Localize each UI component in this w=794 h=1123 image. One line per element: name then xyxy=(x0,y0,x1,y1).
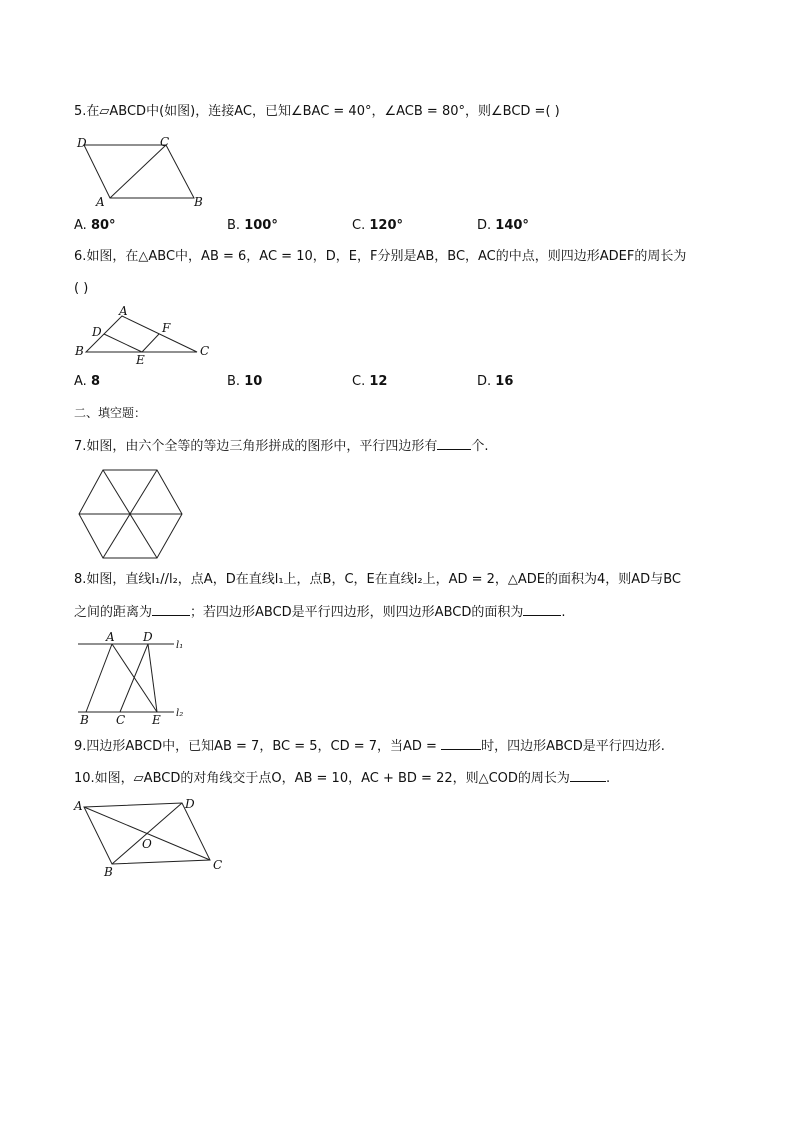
q6-option-c-letter: C. xyxy=(352,374,366,389)
q10-label-d: D xyxy=(185,797,195,811)
q6-stem-line1: 6.如图，在△ABC中，AB = 6，AC = 10，D，E，F分别是AB，BC，AC的中点，则四边形ADEF的周长为 xyxy=(74,249,687,264)
q5-diagonal-ac xyxy=(110,145,166,198)
q8-line2-a: 之间的距离为 xyxy=(74,605,153,620)
q5-option-a xyxy=(74,217,116,235)
q5-option-c xyxy=(352,217,403,235)
q6-label-c: C xyxy=(200,344,210,358)
q6-stem-line2: ( ) xyxy=(74,281,89,296)
section-title-fill-in: 二、填空题： xyxy=(74,406,147,420)
q10-stem-after: . xyxy=(605,771,611,786)
q6-option-d xyxy=(477,373,513,391)
q9-stem xyxy=(74,737,665,756)
q7-hexagon-figure xyxy=(78,468,184,562)
q6-quad-adef xyxy=(104,334,159,352)
q10-answer-blank[interactable] xyxy=(570,769,606,782)
q8-label-l1: l₁ xyxy=(176,640,184,651)
q5-parallelogram-figure xyxy=(74,136,214,208)
q5-option-b-letter: B. xyxy=(227,218,241,233)
q5-option-c-value: 120° xyxy=(369,218,403,233)
q8-label-a: A xyxy=(106,630,115,644)
q8-stem-line2 xyxy=(74,603,566,622)
q6-option-d-letter: D. xyxy=(477,374,492,389)
q9-answer-blank[interactable] xyxy=(441,737,481,750)
q8-segment-de xyxy=(148,644,157,712)
q10-label-o: O xyxy=(142,837,152,851)
q5-label-d: D xyxy=(77,136,87,150)
q7-stem-before: 7.如图，由六个全等的等边三角形拼成的图形中，平行四边形有 xyxy=(74,439,438,454)
q6-option-b xyxy=(227,373,262,391)
q5-option-c-letter: C. xyxy=(352,218,366,233)
q9-stem-after: 时，四边形ABCD是平行四边形. xyxy=(481,739,665,754)
q10-label-b: B xyxy=(104,865,113,879)
q6-label-f: F xyxy=(162,321,171,335)
q6-label-b: B xyxy=(75,344,84,358)
q8-stem-line1: 8.如图，直线l₁//l₂，点A，D在直线l₁上，点B，C，E在直线l₂上，AD = 2，△ADE的面积为4，则AD与BC xyxy=(74,572,681,587)
q6-option-a-value: 8 xyxy=(90,374,100,389)
q7-stem-after: 个. xyxy=(471,439,489,454)
q6-triangle-figure xyxy=(74,306,219,368)
q10-label-c: C xyxy=(213,858,223,872)
q5-label-a: A xyxy=(96,195,105,209)
q6-label-e: E xyxy=(136,353,145,367)
q5-option-b xyxy=(227,217,278,235)
q8-label-e: E xyxy=(152,713,161,727)
q6-triangle-abc xyxy=(86,316,197,352)
q5-option-d-value: 140° xyxy=(495,218,529,233)
q5-option-a-letter: A. xyxy=(74,218,87,233)
q6-label-d: D xyxy=(92,325,102,339)
q7-stem xyxy=(74,437,489,456)
q8-label-b: B xyxy=(80,713,89,727)
q8-segment-ae xyxy=(112,644,157,712)
q8-line2-c: . xyxy=(561,605,566,620)
q8-parallel-lines-figure xyxy=(74,630,194,726)
q6-option-b-letter: B. xyxy=(227,374,241,389)
q5-option-d xyxy=(477,217,529,235)
q6-option-a xyxy=(74,373,100,391)
q5-label-c: C xyxy=(160,135,170,149)
q6-option-d-value: 16 xyxy=(495,374,514,389)
q5-label-b: B xyxy=(194,195,203,209)
q10-diagonal-bd xyxy=(112,803,182,864)
q8-label-l2: l₂ xyxy=(176,708,184,719)
q8-label-d: D xyxy=(143,630,153,644)
q9-stem-before: 9.四边形ABCD中，已知AB = 7，BC = 5，CD = 7，当AD = xyxy=(74,739,437,754)
q10-label-a: A xyxy=(74,799,83,813)
q5-option-b-value: 100° xyxy=(244,218,278,233)
q7-answer-blank[interactable] xyxy=(437,437,471,450)
q10-parallelogram-figure xyxy=(74,797,234,877)
q5-option-d-letter: D. xyxy=(477,218,492,233)
q5-option-a-value: 80° xyxy=(90,218,116,233)
q8-line2-b: ；若四边形ABCD是平行四边形，则四边形ABCD的面积为 xyxy=(190,605,524,620)
q8-parallelogram-abcd xyxy=(86,644,148,712)
q8-label-c: C xyxy=(116,713,126,727)
q8-distance-blank[interactable] xyxy=(152,603,190,616)
q10-stem-before: 10.如图，▱ABCD的对角线交于点O，AB = 10，AC + BD = 22，则△COD的周长为 xyxy=(74,771,570,786)
q10-stem xyxy=(74,769,610,788)
q6-option-c xyxy=(352,373,387,391)
q8-area-blank[interactable] xyxy=(523,603,561,616)
q6-label-a: A xyxy=(119,304,128,318)
q6-option-c-value: 12 xyxy=(369,374,388,389)
q6-option-b-value: 10 xyxy=(244,374,263,389)
q5-parallelogram xyxy=(84,145,194,198)
q5-stem: 5.在▱ABCD中(如图)，连接AC，已知∠BAC = 40°，∠ACB = 80°，则∠BCD =( ) xyxy=(74,104,560,119)
q6-option-a-letter: A. xyxy=(74,374,87,389)
